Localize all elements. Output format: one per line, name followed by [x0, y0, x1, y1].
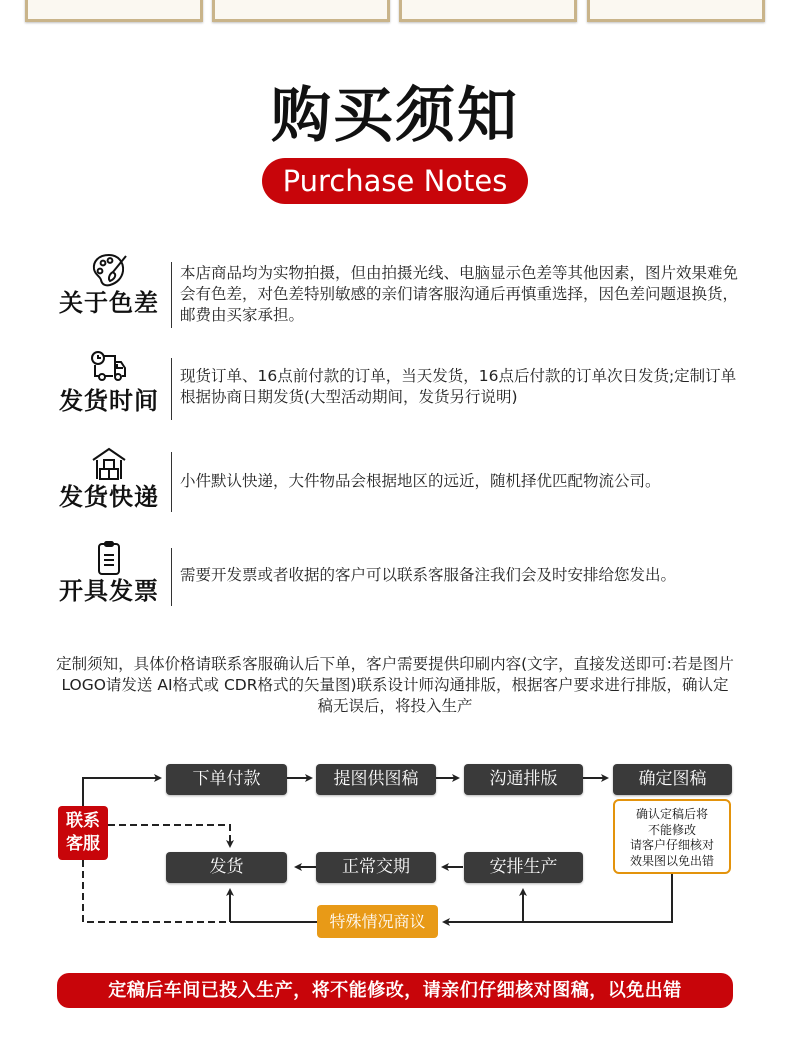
step-confirm-artwork: 确定图稿 [613, 764, 732, 795]
note-label: 开具发票 [59, 577, 159, 605]
note-text: 本店商品均为实物拍摄，但由拍摄光线、电脑显示色差等其他因素，图片效果难免会有色差，对色差特别敏感的亲们请客服沟通后再慎重选择，因色差问题退换货，邮费由买家承担。 [180, 264, 739, 324]
production-warning-banner: 定稿后车间已投入生产，将不能修改，请亲们仔细核对图稿，以免出错 [57, 973, 733, 1008]
note-label: 关于色差 [59, 289, 159, 317]
special-case-negotiation: 特殊情况商议 [317, 905, 438, 938]
note-label: 发货快递 [59, 483, 159, 511]
custom-order-notice: 定制须知，具体价格请联系客服确认后下单，客户需要提供印刷内容(文字，直接发送即可:若是图片LOGO请发送 AI格式或 CDR格式的矢量图)联系设计师沟通排版，根据客户要求进行排版，确认定稿无误后，将投入生产 [56, 655, 734, 715]
subtitle-badge: Purchase Notes [262, 158, 528, 204]
step-layout-discussion: 沟通排版 [464, 764, 583, 795]
step-provide-artwork: 提图供图稿 [316, 764, 436, 795]
note-label: 发货时间 [59, 387, 159, 415]
step-ship: 发货 [166, 852, 287, 883]
step-arrange-production: 安排生产 [464, 852, 583, 883]
page-title: 购买须知 [271, 81, 519, 151]
note-text: 现货订单、16点前付款的订单，当天发货，16点后付款的订单次日发货;定制订单根据协商日期发货(大型活动期间，发货另行说明) [180, 367, 737, 406]
step-normal-lead-time: 正常交期 [316, 852, 436, 883]
confirm-warning-note: 确认定稿后将 不能修改 请客户仔细核对 效果图以免出错 [613, 799, 731, 874]
note-text: 需要开发票或者收据的客户可以联系客服备注我们会及时安排给您发出。 [180, 566, 677, 584]
note-text: 小件默认快递，大件物品会根据地区的远近，随机择优匹配物流公司。 [180, 472, 661, 490]
step-order-payment: 下单付款 [166, 764, 287, 795]
contact-service-button[interactable]: 联系客服 [58, 806, 108, 860]
